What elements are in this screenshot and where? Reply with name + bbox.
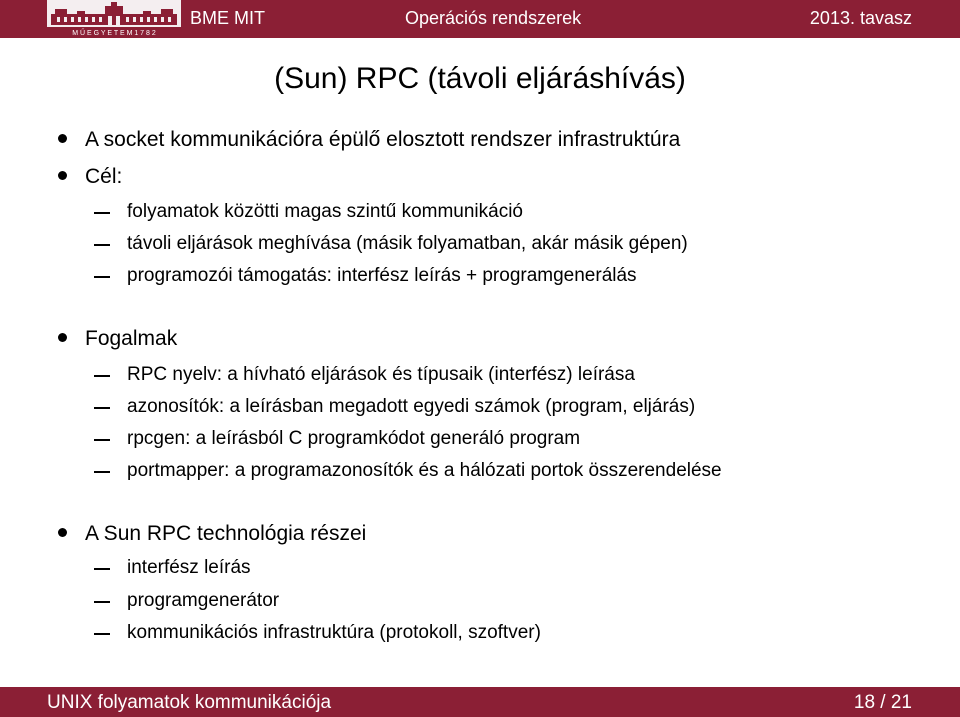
- slide-title: (Sun) RPC (távoli eljáráshívás): [274, 62, 686, 95]
- bullet-text: A Sun RPC technológia részei: [85, 522, 367, 545]
- sub-text: rpcgen: a leírásból C programkódot generáló program: [127, 428, 581, 449]
- dash-icon: [94, 375, 110, 377]
- dash-icon: [94, 471, 110, 473]
- header-bar: [0, 0, 960, 38]
- university-building-icon: [47, 0, 181, 37]
- bullet-icon: [58, 134, 67, 143]
- dash-icon: [94, 407, 110, 409]
- logo-caption: M Ű E G Y E T E M 1 7 8 2: [72, 30, 156, 37]
- dash-icon: [94, 568, 110, 570]
- sub-text: azonosítók: a leírásban megadott egyedi számok (program, eljárás): [127, 396, 696, 417]
- header-semester: 2013. tavasz: [809, 8, 912, 28]
- bullet-icon: [58, 171, 67, 180]
- sub-text: kommunikációs infrastruktúra (protokoll, szoftver): [127, 622, 541, 643]
- header-org: BME MIT: [190, 8, 265, 28]
- footer-bar: [0, 687, 960, 717]
- sub-text: távoli eljárások meghívása (másik folyamatban, akár másik gépen): [127, 233, 688, 254]
- dash-icon: [94, 601, 110, 603]
- bme-logo: [47, 0, 181, 37]
- bullet-icon: [58, 333, 67, 342]
- bullet-text: Cél:: [85, 165, 123, 188]
- sub-text: RPC nyelv: a hívható eljárások és típusaik (interfész) leírása: [127, 364, 635, 385]
- header-course: Operációs rendszerek: [405, 8, 582, 28]
- sub-text: programozói támogatás: interfész leírás + programgenerálás: [127, 265, 637, 286]
- bullet-text: A socket kommunikációra épülő elosztott rendszer infrastruktúra: [85, 128, 681, 151]
- dash-icon: [94, 244, 110, 246]
- bullet-icon: [58, 528, 67, 537]
- dash-icon: [94, 276, 110, 278]
- footer-topic: UNIX folyamatok kommunikációja: [47, 692, 332, 713]
- sub-text: folyamatok közötti magas szintű kommunikáció: [127, 201, 523, 222]
- dash-icon: [94, 212, 110, 214]
- bullet-text: Fogalmak: [85, 327, 178, 350]
- dash-icon: [94, 633, 110, 635]
- dash-icon: [94, 439, 110, 441]
- sub-text: interfész leírás: [127, 557, 251, 578]
- page-number: 18 / 21: [853, 692, 912, 713]
- sub-text: portmapper: a programazonosítók és a hálózati portok összerendelése: [127, 460, 722, 481]
- sub-text: programgenerátor: [127, 590, 280, 611]
